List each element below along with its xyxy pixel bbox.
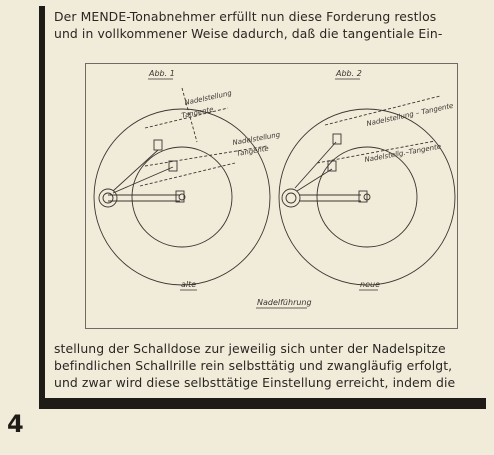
label-nadelstellg-tangente: Nadelstellg.–Tangente	[363, 142, 442, 164]
label-nadelstellung-1: Nadelstellung	[183, 89, 233, 107]
intro-paragraph	[54, 8, 490, 42]
pivot-outer	[282, 189, 300, 207]
text-line: stellung der Schalldose zur jeweilig sich unter der Nadelspitze	[54, 341, 446, 356]
page-number: 4	[7, 410, 24, 438]
tonearm-line	[113, 167, 173, 193]
record-outer-circle	[94, 109, 270, 285]
tonearm-diagram	[85, 63, 456, 327]
label-tangente-2: Tangente	[235, 144, 270, 158]
caption-neue: neue	[360, 280, 380, 289]
pivot-inner	[103, 193, 113, 203]
caption-alte: alte	[181, 280, 197, 289]
bottom-rule	[39, 398, 486, 409]
soundbox	[154, 140, 162, 150]
text-line: und zwar wird diese selbsttätige Einstellung erreicht, indem die	[54, 375, 456, 390]
record-inner-circle	[132, 147, 232, 247]
label-abb-2: Abb. 2	[336, 69, 362, 78]
soundbox	[169, 161, 177, 171]
tonearm-line	[295, 142, 336, 188]
continuation-paragraph	[54, 340, 490, 391]
tangent-line	[140, 163, 235, 186]
text-line: und in vollkommener Weise dadurch, daß die tangentiale Ein-	[54, 26, 443, 41]
pivot-inner	[286, 193, 296, 203]
pivot-outer	[99, 189, 117, 207]
text-line: Der MENDE-Tonabnehmer erfüllt nun diese Forderung restlos	[54, 9, 437, 24]
label-abb-1: Abb. 1	[149, 69, 175, 78]
tonearm-line	[113, 150, 158, 191]
caption-nadelfuehrung: Nadelführung	[257, 298, 312, 307]
label-tangente-1: Tangente	[180, 105, 215, 120]
soundbox	[333, 134, 341, 144]
label-nadelstellung-2: Nadelstellung	[231, 130, 281, 147]
text-line: befindlichen Schallrille rein selbsttätig und zwangläufig erfolgt,	[54, 358, 453, 373]
soundbox	[359, 191, 367, 202]
label-nadelstellung-tangente: Nadelstellung – Tangente	[365, 101, 455, 128]
left-rule	[39, 6, 45, 404]
